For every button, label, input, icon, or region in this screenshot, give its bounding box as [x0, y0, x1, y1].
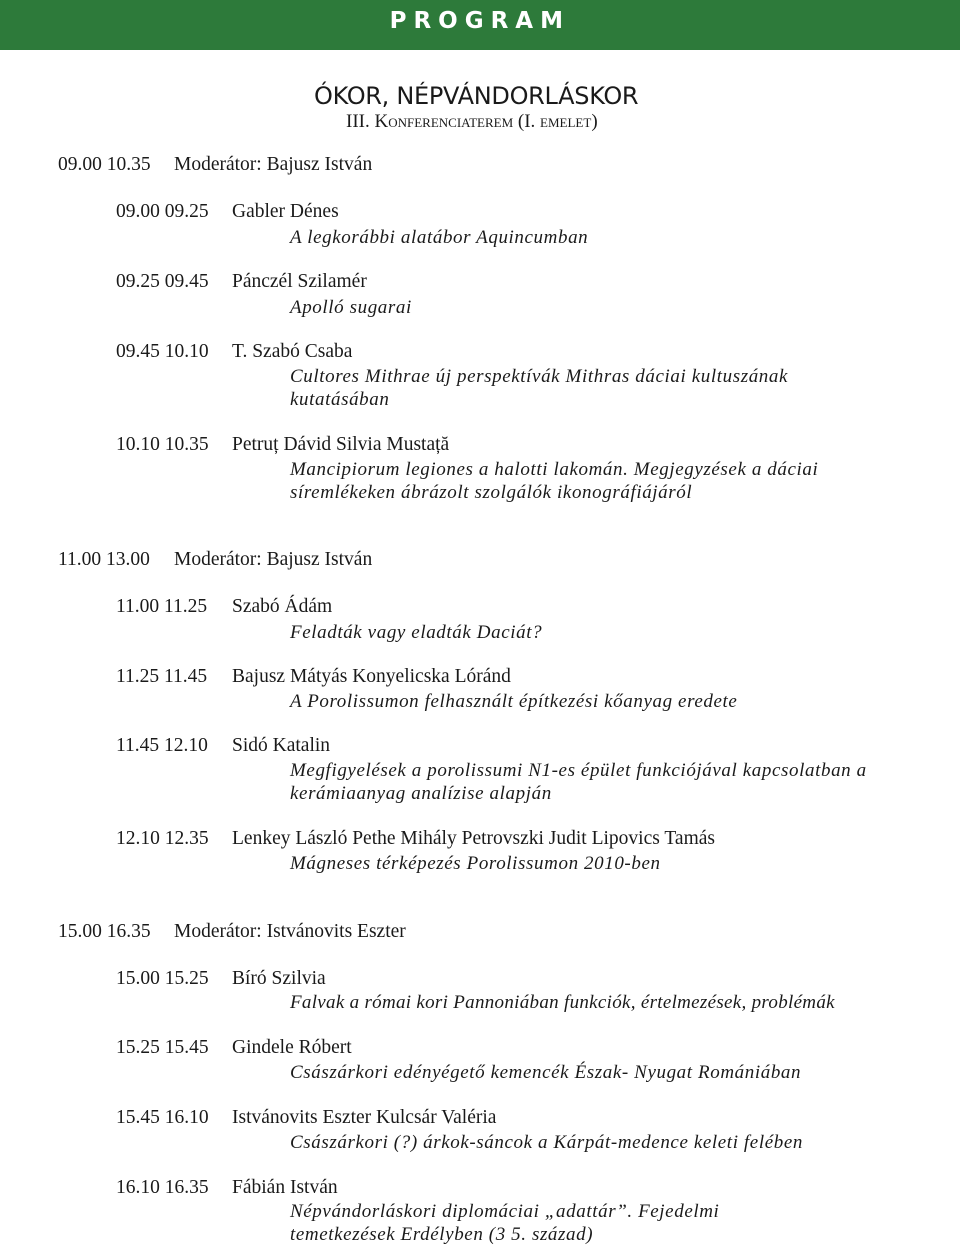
talk-line	[116, 201, 339, 223]
program-banner	[0, 0, 960, 50]
talk-title: A legkorábbi alatábor Aquincumban	[290, 227, 589, 248]
talk-line	[116, 666, 511, 688]
talk-line	[116, 1177, 338, 1199]
section-title: ÓKOR, NÉPVÁNDORLÁSKOR	[314, 82, 639, 110]
moderator-name: Moderátor: Istvánovits Eszter	[174, 921, 406, 942]
talk-time: 15.45 16.10	[116, 1107, 209, 1128]
block-time: 11.00 13.00	[58, 549, 150, 570]
talk-line	[116, 828, 715, 850]
moderator-line	[58, 154, 372, 176]
moderator-name: Moderátor: Bajusz István	[174, 549, 373, 570]
talk-speakers: Istvánovits Eszter Kulcsár Valéria	[232, 1107, 497, 1128]
talk-line	[116, 341, 352, 363]
moderator-line	[58, 921, 406, 943]
talk-title: Mancipiorum legiones a halotti lakomán. Megjegyzések a dáciai síremlékeken ábrázolt szolgálók ikonográfiájáról	[290, 459, 819, 503]
talk-time: 09.00 09.25	[116, 201, 209, 222]
talk-time: 09.45 10.10	[116, 341, 209, 362]
talk-line	[116, 968, 326, 990]
talk-line	[116, 735, 330, 757]
talk-title: Császárkori edényégető kemencék Észak- Nyugat Romániában	[290, 1062, 802, 1083]
moderator-name: Moderátor: Bajusz István	[174, 154, 373, 175]
talk-title: Népvándorláskori diplomáciai „adattár”. Fejedelmi temetkezések Erdélyben (3 5. század)	[290, 1201, 720, 1245]
talk-time: 09.25 09.45	[116, 271, 209, 292]
talk-time: 11.00 11.25	[116, 596, 208, 617]
talk-line	[116, 596, 332, 618]
moderator-line	[58, 549, 372, 571]
block-time: 09.00 10.35	[58, 154, 151, 175]
talk-time: 10.10 10.35	[116, 434, 209, 455]
talk-title: Feladták vagy eladták Daciát?	[290, 622, 543, 643]
talk-speakers: Lenkey László Pethe Mihály Petrovszki Judit Lipovics Tamás	[232, 828, 715, 849]
talk-speakers: Szabó Ádám	[232, 596, 333, 617]
talk-speakers: Gabler Dénes	[232, 201, 339, 222]
talk-speakers: Pánczél Szilamér	[232, 271, 367, 292]
banner-title: PROGRAM	[389, 8, 570, 34]
talk-title: Császárkori (?) árkok-sáncok a Kárpát-medence keleti felében	[290, 1132, 803, 1153]
block-time: 15.00 16.35	[58, 921, 151, 942]
talk-time: 15.00 15.25	[116, 968, 209, 989]
talk-time: 11.25 11.45	[116, 666, 208, 687]
talk-title: Cultores Mithrae új perspektívák Mithras dáciai kultuszának kutatásában	[290, 366, 789, 410]
talk-speakers: Petruț Dávid Silvia Mustață	[232, 434, 450, 455]
talk-time: 16.10 16.35	[116, 1177, 209, 1198]
talk-speakers: Gindele Róbert	[232, 1037, 352, 1058]
talk-line	[116, 1107, 496, 1129]
talk-speakers: Fábián István	[232, 1177, 338, 1198]
talk-title: Mágneses térképezés Porolissumon 2010-ben	[290, 853, 661, 874]
talk-time: 11.45 12.10	[116, 735, 208, 756]
talk-speakers: Sidó Katalin	[232, 735, 331, 756]
talk-line	[116, 434, 449, 456]
talk-title: Apolló sugarai	[290, 297, 412, 318]
talk-title: Megfigyelések a porolissumi N1-es épület funkciójával kapcsolatban a kerámiaanyag analízise alapján	[290, 760, 867, 804]
talk-speakers: T. Szabó Csaba	[232, 341, 353, 362]
talk-line	[116, 1037, 352, 1059]
talk-title: A Porolissumon felhasznált építkezési kőanyag eredete	[290, 691, 738, 712]
talk-speakers: Bajusz Mátyás Konyelicska Lóránd	[232, 666, 511, 687]
talk-speakers: Bíró Szilvia	[232, 968, 326, 989]
talk-time: 12.10 12.35	[116, 828, 209, 849]
talk-line	[116, 271, 367, 293]
talk-time: 15.25 15.45	[116, 1037, 209, 1058]
section-room: III. Konferenciaterem (I. emelet)	[346, 111, 598, 132]
talk-title: Falvak a római kori Pannoniában funkciók, értelmezések, problémák	[290, 992, 835, 1013]
